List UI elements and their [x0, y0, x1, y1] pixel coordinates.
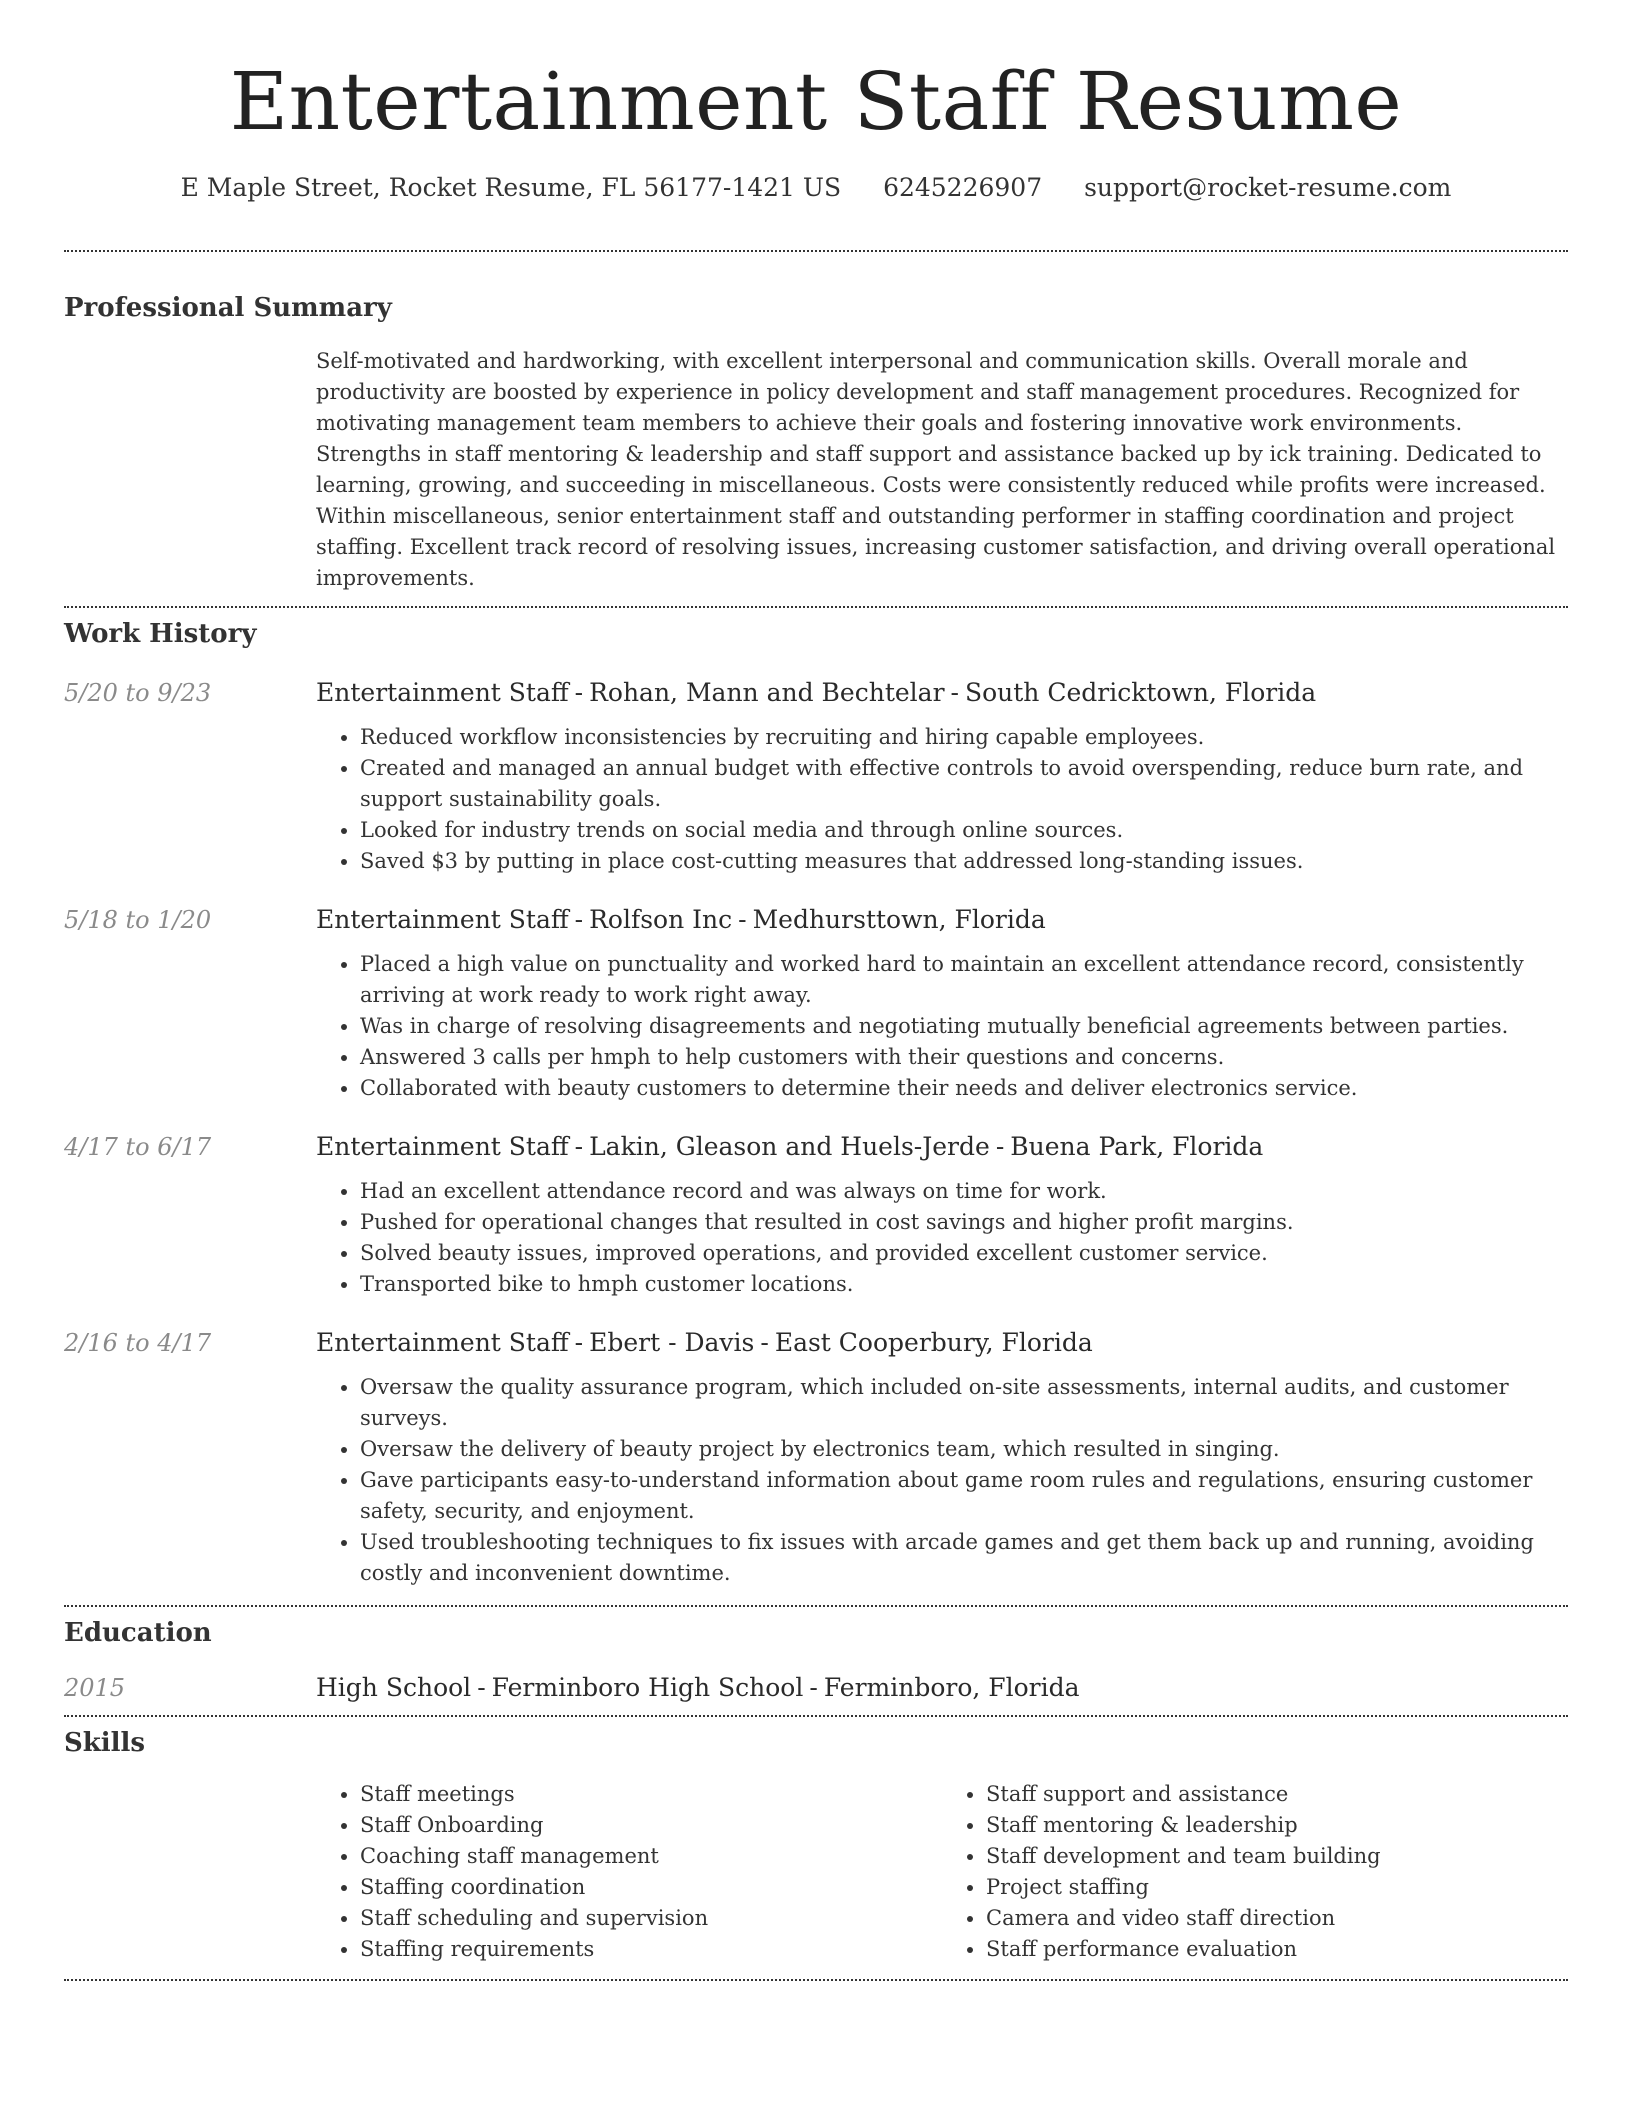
- separator: -: [574, 678, 584, 707]
- skill-item: • Staff development and team building: [986, 1841, 1568, 1872]
- education-heading: Education: [64, 1618, 212, 1648]
- summary-section: [64, 292, 1568, 594]
- education-school: Ferminboro High School: [491, 1673, 804, 1702]
- education-degree: High School: [316, 1673, 472, 1702]
- skills-column-left: [316, 1779, 942, 1965]
- job-bullet: • Used troubleshooting techniques to fix issues with arcade games and get them back up and running, avoiding costly and inconvenient downtime.: [360, 1527, 1568, 1589]
- skills-grid: [316, 1779, 1568, 1965]
- contact-email: support@rocket-resume.com: [1084, 173, 1452, 202]
- job-location: Medhursttown, Florida: [752, 905, 1046, 934]
- job-bullets: [316, 722, 1568, 877]
- skill-item: • Staff Onboarding: [360, 1810, 942, 1841]
- skills-heading: Skills: [64, 1728, 146, 1758]
- separator: -: [760, 1328, 769, 1357]
- job-role: Entertainment Staff: [316, 1328, 569, 1357]
- job-role: Entertainment Staff: [316, 1132, 569, 1161]
- job-location: South Cedricktown, Florida: [964, 678, 1317, 707]
- separator: -: [574, 1328, 584, 1357]
- job-entry: [64, 676, 1568, 877]
- job-role: Entertainment Staff: [316, 905, 569, 934]
- job-location: Buena Park, Florida: [1010, 1132, 1264, 1161]
- education-body: [316, 1671, 1568, 1705]
- skills-column-right: [942, 1779, 1568, 1965]
- separator: -: [574, 1132, 584, 1161]
- divider: [64, 1979, 1568, 1981]
- job-heading: [316, 676, 1568, 710]
- separator: -: [950, 678, 959, 707]
- skills-section: [64, 1727, 1568, 1965]
- job-bullet: • Transported bike to hmph customer locations.: [360, 1269, 1568, 1300]
- summary-text: Self-motivated and hardworking, with excellent interpersonal and communication skills. Overall morale and productivity are boosted by experience in policy development and staff management procedures. Recognized for motivating management team members to achieve their goals and fostering innovative work environments. Strengths in staff mentoring & leadership and staff support and assistance backed up by ick training. Dedicated to learning, growing, and succeeding in miscellaneous. Costs were consistently reduced while profits were increased. Within miscellaneous, senior entertainment staff and outstanding performer in staffing coordination and project staffing. Excellent track record of resolving issues, increasing customer satisfaction, and driving overall operational improvements.: [316, 349, 1556, 590]
- education-heading-line: [316, 1671, 1568, 1705]
- contact-phone: 6245226907: [883, 173, 1043, 202]
- job-bullet: • Looked for industry trends on social media and through online sources.: [360, 815, 1568, 846]
- divider: [64, 1605, 1568, 1607]
- skill-item: • Staff meetings: [360, 1779, 942, 1810]
- education-entry: [64, 1671, 1568, 1705]
- work-history-heading: Work History: [64, 619, 257, 649]
- skill-item: • Project staffing: [986, 1872, 1568, 1903]
- education-section: [64, 1617, 1568, 1705]
- contact-line: [64, 172, 1568, 204]
- separator: -: [477, 1673, 486, 1702]
- job-bullet: • Gave participants easy-to-understand information about game room rules and regulations, ensuring customer safety, security, and enjoyment.: [360, 1465, 1568, 1527]
- job-bullet: • Oversaw the quality assurance program, which included on-site assessments, internal audits, and customer surveys.: [360, 1372, 1568, 1434]
- skill-item: • Staff scheduling and supervision: [360, 1903, 942, 1934]
- job-bullets: [316, 1176, 1568, 1300]
- job-heading: [316, 1326, 1568, 1360]
- separator: -: [995, 1132, 1005, 1161]
- skill-item: • Staffing requirements: [360, 1934, 942, 1965]
- summary-heading: Professional Summary: [64, 293, 392, 323]
- divider: [64, 1715, 1568, 1717]
- job-bullets: [316, 949, 1568, 1104]
- job-bullets: [316, 1372, 1568, 1589]
- job-bullet: • Was in charge of resolving disagreements and negotiating mutually beneficial agreements between parties.: [360, 1011, 1568, 1042]
- education-year: 2015: [64, 1674, 126, 1702]
- job-bullet: • Answered 3 calls per hmph to help customers with their questions and concerns.: [360, 1042, 1568, 1073]
- job-bullet: • Pushed for operational changes that resulted in cost savings and higher profit margins.: [360, 1207, 1568, 1238]
- job-entry: [64, 1326, 1568, 1589]
- job-body: [316, 903, 1568, 1104]
- work-history-section: [64, 618, 1568, 1589]
- job-bullet: • Placed a high value on punctuality and worked hard to maintain an excellent attendance record, consistently arriving at work ready to work right away.: [360, 949, 1568, 1011]
- job-dates: 5/18 to 1/20: [64, 906, 212, 934]
- job-body: [316, 676, 1568, 877]
- job-body: [316, 1326, 1568, 1589]
- job-bullet: • Created and managed an annual budget with effective controls to avoid overspending, reduce burn rate, and support sustainability goals.: [360, 753, 1568, 815]
- job-company: Rolfson Inc: [589, 905, 733, 934]
- job-dates: 4/17 to 6/17: [64, 1133, 212, 1161]
- job-dates: 5/20 to 9/23: [64, 679, 212, 707]
- skill-item: • Staff performance evaluation: [986, 1934, 1568, 1965]
- education-location: Ferminboro, Florida: [823, 1673, 1080, 1702]
- job-bullet: • Reduced workflow inconsistencies by recruiting and hiring capable employees.: [360, 722, 1568, 753]
- separator: -: [738, 905, 747, 934]
- skill-item: • Staff support and assistance: [986, 1779, 1568, 1810]
- job-role: Entertainment Staff: [316, 678, 569, 707]
- job-company: Lakin, Gleason and Huels-Jerde: [589, 1132, 990, 1161]
- skill-item: • Coaching staff management: [360, 1841, 942, 1872]
- resume-page: [64, 0, 1568, 1981]
- skill-item: • Camera and video staff direction: [986, 1903, 1568, 1934]
- divider: [64, 606, 1568, 608]
- job-company: Rohan, Mann and Bechtelar: [589, 678, 945, 707]
- contact-address: E Maple Street, Rocket Resume, FL 56177-1421 US: [180, 173, 842, 202]
- resume-title: Entertainment Staff Resume: [229, 55, 1403, 148]
- separator: -: [809, 1673, 818, 1702]
- job-entry: [64, 1130, 1568, 1300]
- job-bullet: • Solved beauty issues, improved operations, and provided excellent customer service.: [360, 1238, 1568, 1269]
- job-bullet: • Saved $3 by putting in place cost-cutting measures that addressed long-standing issues.: [360, 846, 1568, 877]
- separator: -: [574, 905, 584, 934]
- skill-item: • Staffing coordination: [360, 1872, 942, 1903]
- job-location: East Cooperbury, Florida: [774, 1328, 1093, 1357]
- job-bullet: • Oversaw the delivery of beauty project by electronics team, which resulted in singing.: [360, 1434, 1568, 1465]
- divider: [64, 250, 1568, 252]
- job-bullet: • Collaborated with beauty customers to determine their needs and deliver electronics service.: [360, 1073, 1568, 1104]
- job-company: Ebert - Davis: [589, 1328, 755, 1357]
- skill-item: • Staff mentoring & leadership: [986, 1810, 1568, 1841]
- job-heading: [316, 903, 1568, 937]
- job-bullet: • Had an excellent attendance record and was always on time for work.: [360, 1176, 1568, 1207]
- job-dates: 2/16 to 4/17: [64, 1329, 212, 1357]
- job-body: [316, 1130, 1568, 1300]
- job-entry: [64, 903, 1568, 1104]
- job-heading: [316, 1130, 1568, 1164]
